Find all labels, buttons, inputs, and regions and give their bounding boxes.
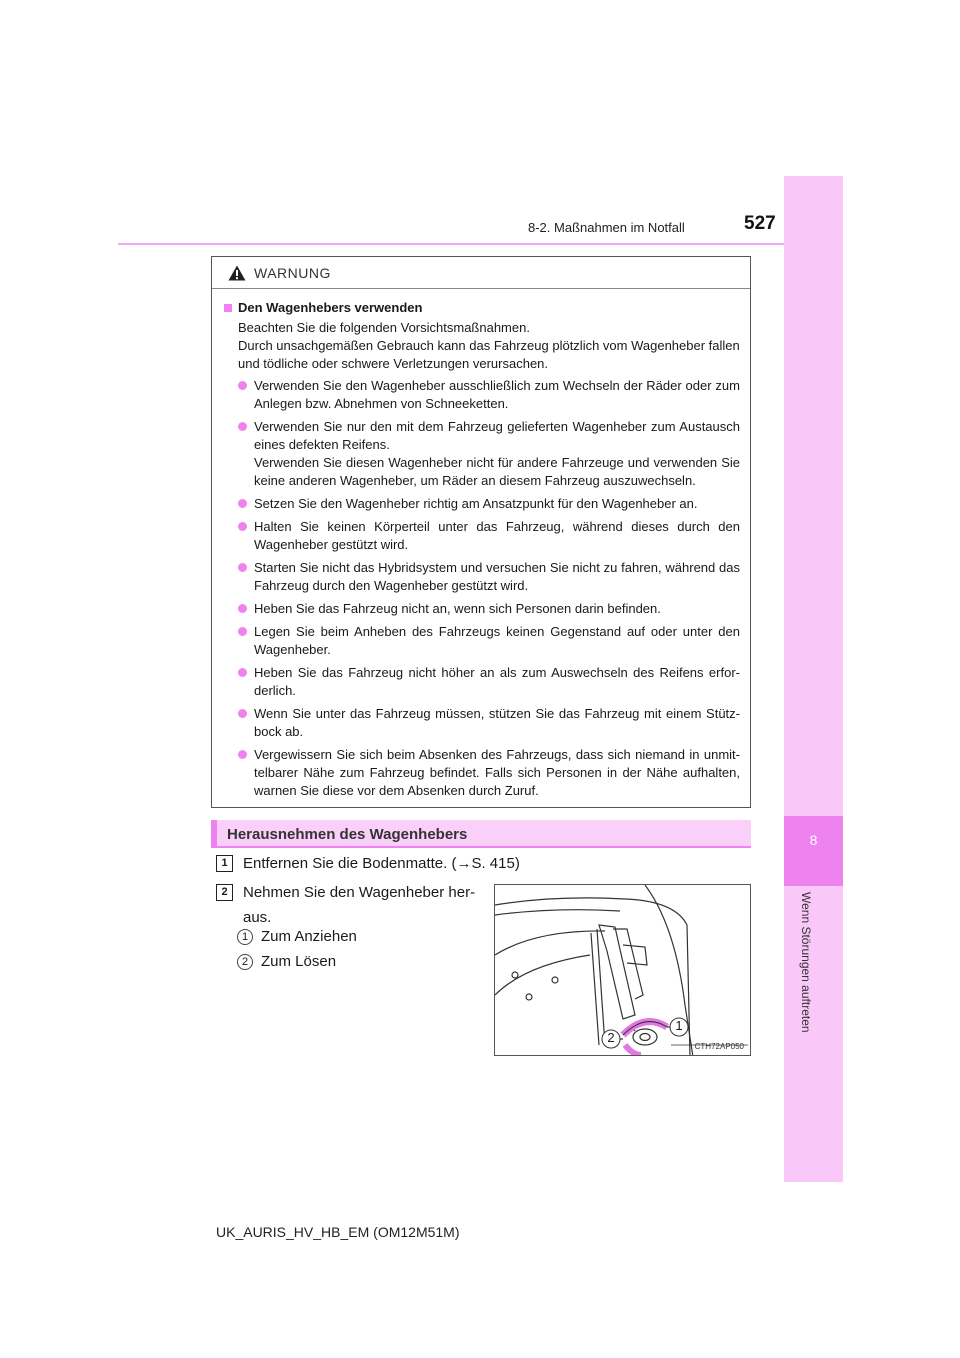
warning-subheading-text: Den Wagenhebers verwenden: [238, 300, 423, 315]
page-number: 527: [744, 213, 776, 234]
square-bullet-icon: [224, 304, 232, 312]
bullet-dot-icon: [238, 563, 247, 572]
bullet-dot-icon: [238, 522, 247, 531]
figure-callout-1: 1: [675, 1018, 683, 1033]
step-text-2-line1: Nehmen Sie den Wagenheber her-: [243, 884, 476, 901]
header-rule: [118, 243, 786, 245]
bullet-dot-icon: [238, 381, 247, 390]
warning-item-text: Vergewissern Sie sich beim Absenken des Fahrzeugs, dass sich niemand in unmit-telbarer Nähe zum Fahrzeug befindet. Falls sich Personen in der Nähe aufhalten, warnen Sie diese vor dem Absenken durch Zuruf.: [254, 747, 740, 798]
warning-item-text: Verwenden Sie den Wagenheber ausschließlich zum Wechseln der Räder oder zum Anlegen bzw. Abnehmen von Schneeketten.: [254, 378, 740, 411]
jack-removal-illustration: [494, 884, 751, 1056]
jack-in-tray-drawing: [495, 885, 751, 1056]
warning-item: [224, 559, 740, 595]
figure-callout-2: 2: [607, 1030, 615, 1045]
warning-item: [224, 418, 740, 490]
warning-intro: Beachten Sie die folgenden Vorsichtsmaßnahmen. Durch unsachgemäßen Gebrauch kann das Fahrzeug plötzlich vom Wagenheber fallen und tödliche oder schwere Verletzungen verursachen.: [238, 320, 740, 371]
sub-item-text-2: Zum Lösen: [261, 953, 337, 970]
document-id: UK_AURIS_HV_HB_EM (OM12M51M): [216, 1224, 460, 1240]
warning-item: [224, 623, 740, 659]
bullet-dot-icon: [238, 709, 247, 718]
warning-header: [212, 257, 750, 289]
warning-item-text: Halten Sie keinen Körperteil unter das Fahrzeug, während dieses durch den Wagenheber gestützt wird.: [254, 519, 740, 552]
section-heading: Herausnehmen des Wagenhebers: [211, 820, 751, 848]
warning-item: [224, 518, 740, 554]
bullet-dot-icon: [238, 422, 247, 431]
step-number-2: 2: [216, 884, 233, 901]
bullet-dot-icon: [238, 750, 247, 759]
step-number-1: 1: [216, 855, 233, 872]
warning-item-text: Starten Sie nicht das Hybridsystem und versuchen Sie nicht zu fahren, während das Fahrzeug durch den Wagenheber gestützt wird.: [254, 560, 740, 593]
warning-item-text: Heben Sie das Fahrzeug nicht an, wenn sich Personen darin befinden.: [254, 601, 661, 616]
warning-item-text: Wenn Sie unter das Fahrzeug müssen, stützen Sie das Fahrzeug mit einem Stütz-bock ab.: [254, 706, 740, 739]
warning-item-text: Verwenden Sie nur den mit dem Fahrzeug gelieferten Wagenheber zum Austausch eines defekten Reifens. Verwenden Sie diesen Wagenheber nicht für andere Fahrzeuge und verwenden Sie keine anderen Wagenheber, um Räder an diesem Fahrzeug auszuwechseln.: [254, 419, 740, 488]
warning-box: [211, 256, 751, 808]
section-heading-rule: [211, 846, 751, 848]
warning-title: WARNUNG: [254, 264, 331, 281]
warning-item: [224, 495, 740, 513]
bullet-dot-icon: [238, 627, 247, 636]
warning-item-text: Legen Sie beim Anheben des Fahrzeugs keinen Gegenstand auf oder unter den Wagenheber.: [254, 624, 740, 657]
chapter-title: Wenn Störungen auftreten: [799, 892, 813, 1033]
sub-item-number-2: 2: [237, 954, 253, 970]
bullet-dot-icon: [238, 499, 247, 508]
warning-item: [224, 664, 740, 700]
step-text-2-line2: aus.: [243, 909, 272, 926]
step-text-1: Entfernen Sie die Bodenmatte. (→S. 415): [243, 855, 520, 872]
sub-item-text-1: Zum Anziehen: [261, 928, 357, 945]
warning-item-text: Heben Sie das Fahrzeug nicht höher an als zum Auswechseln des Reifens erfor-derlich.: [254, 665, 740, 698]
warning-triangle-icon: [228, 265, 246, 281]
chapter-number: 8: [784, 816, 843, 886]
warning-item: [224, 705, 740, 741]
warning-item-text: Setzen Sie den Wagenheber richtig am Ansatzpunkt für den Wagenheber an.: [254, 496, 698, 511]
warning-subheading: [224, 299, 740, 317]
chapter-side-tab: [784, 176, 843, 1182]
warning-item: [224, 600, 740, 618]
figure-code: CTH72AP050: [694, 1042, 744, 1051]
warning-item: [224, 377, 740, 413]
header-section-title: 8-2. Maßnahmen im Notfall: [528, 220, 685, 235]
warning-item: [224, 746, 740, 800]
sub-item-number-1: 1: [237, 929, 253, 945]
bullet-dot-icon: [238, 668, 247, 677]
bullet-dot-icon: [238, 604, 247, 613]
warning-body: [212, 289, 750, 800]
